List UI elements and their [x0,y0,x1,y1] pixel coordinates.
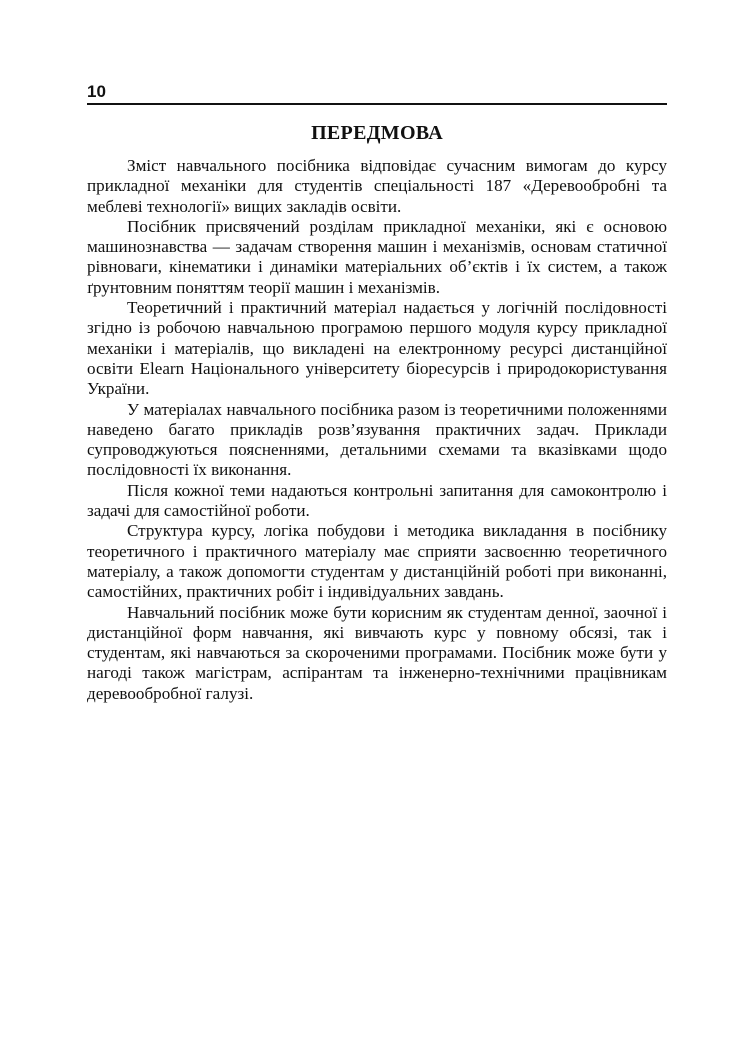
page-title: ПЕРЕДМОВА [311,122,443,144]
paragraph: Зміст навчального посібника відповідає сучасним вимогам до курсу прикладної механіки для студентів спеціальності 187 «Деревообробні та меблеві технології» вищих закладів освіти. [87,156,667,216]
paragraph: Після кожної теми надаються контрольні запитання для самоконтролю і задачі для самостійної роботи. [87,480,667,521]
page-number: 10 [87,82,106,101]
paragraph: Теоретичний і практичний матеріал надається у логічній послідовності згідно із робочою навчальною програмою першого модуля курсу прикладної механіки і матеріалів, що викладені на електронному ресурсі дистанційної освіти Elearn Національного університету біоресурсів і природокористування України. [87,298,667,399]
paragraph: Навчальний посібник може бути корисним як студентам денної, заочної і дистанційної форм навчання, які вивчають курс у повному обсязі, так і студентам, які навчаються за скороченими програмами. Посібник може бути у нагоді також магістрам, аспірантам та інженерно-технічними працівникам деревообробної галузі. [87,602,667,703]
header-rule [87,103,667,105]
paragraph: У матеріалах навчального посібника разом із теоретичними положеннями наведено багато прикладів розв’язування практичних задач. Приклади супроводжуються поясненнями, детальними схемами та вказівками щодо послідовності їх виконання. [87,399,667,480]
body-text [87,156,667,704]
paragraph: Посібник присвячений розділам прикладної механіки, які є основою машинознавства — задачам створення машин і механізмів, основам статичної рівноваги, кінематики і динаміки матеріальних об’єктів і їх систем, а також ґрунтовним поняттям теорії машин і механізмів. [87,216,667,297]
paragraph: Структура курсу, логіка побудови і методика викладання в посібнику теоретичного і практичного матеріалу має сприяти засвоєнню теоретичного матеріалу, а також допомогти студентам у дистанційній роботі при виконанні, самостійних, практичних робіт і індивідуальних завдань. [87,521,667,602]
